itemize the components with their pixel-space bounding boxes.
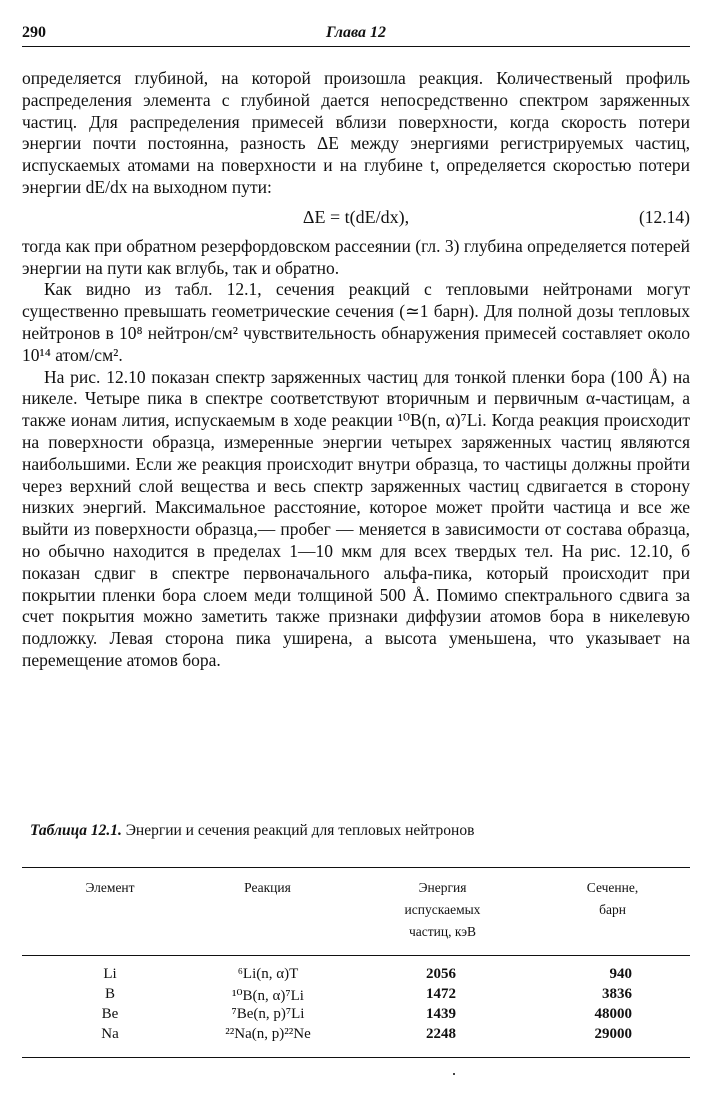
cell-reaction: ¹⁰B(n, α)⁷Li bbox=[232, 988, 304, 1004]
cell-reaction: ⁷Be(n, p)⁷Li bbox=[231, 1006, 305, 1022]
header-section-line2: барн bbox=[599, 902, 626, 917]
header-section bbox=[570, 877, 655, 921]
table-row bbox=[0, 986, 710, 1005]
print-speck bbox=[453, 1073, 455, 1075]
chapter-title: Глава 12 bbox=[325, 24, 387, 41]
cell-section: 48000 bbox=[594, 1006, 632, 1022]
header-reaction: Реакция bbox=[244, 880, 291, 895]
cell-section: 940 bbox=[609, 966, 632, 982]
page-number: 290 bbox=[22, 24, 46, 41]
cell-element: Li bbox=[103, 966, 117, 982]
table-bottom-rule bbox=[22, 1057, 690, 1058]
table-row bbox=[0, 1006, 710, 1025]
paragraph-2: тогда как при обратном резерфордовском рассеянии (гл. 3) глубина определяется потерей энергии на пути как вглубь, так и обратно. bbox=[22, 235, 690, 278]
cell-reaction: ⁶Li(n, α)T bbox=[237, 966, 299, 982]
header-section-line1: Сеченне, bbox=[586, 880, 639, 895]
table-caption-label: Таблица 12.1. bbox=[30, 822, 122, 839]
formula-number: (12.14) bbox=[638, 206, 690, 227]
header-energy-line2: испускаемых bbox=[404, 902, 481, 917]
header-energy bbox=[385, 877, 500, 943]
table-top-rule bbox=[22, 867, 690, 868]
table-row bbox=[0, 1026, 710, 1045]
cell-element: Be bbox=[101, 1006, 119, 1022]
header-energy-line3: частиц, кэВ bbox=[408, 924, 477, 939]
table-row bbox=[0, 966, 710, 985]
page-header bbox=[22, 22, 690, 47]
header-element: Элемент bbox=[85, 880, 135, 895]
paragraph-3: Как видно из табл. 12.1, сечения реакций с тепловыми нейтронами могут существенно превышать геометрические сечения (≃1 барн). Для полной дозы тепловых нейтронов в 10⁸ нейтрон/см² чувствительность обнаружения примесей составляет около 10¹⁴ атом/см². bbox=[22, 279, 690, 365]
cell-section: 3836 bbox=[602, 986, 632, 1002]
cell-element: B bbox=[104, 986, 115, 1002]
formula: ΔE = t(dE/dx), bbox=[302, 206, 410, 227]
cell-section: 29000 bbox=[594, 1026, 632, 1042]
cell-energy: 2248 bbox=[426, 1026, 456, 1042]
cell-energy: 1439 bbox=[426, 1006, 456, 1022]
header-energy-line1: Энергия bbox=[418, 880, 467, 895]
formula-row bbox=[22, 199, 690, 236]
cell-reaction: ²²Na(n, p)²²Ne bbox=[225, 1026, 311, 1042]
body-text bbox=[22, 68, 690, 672]
cell-energy: 2056 bbox=[426, 966, 456, 982]
table-caption bbox=[30, 822, 474, 840]
paragraph-4: На рис. 12.10 показан спектр заряженных частиц для тонкой пленки бора (100 Å) на никеле. Четыре пика в спектре соответствуют вторичным и первичным α-частицам, а также ионам лития, испускаемым в ходе реакции ¹⁰B(n, α)⁷Li. Когда реакция происходит на поверхности образца, измеренные энергии четырех заряженных частиц являются наибольшими. Если же реакция происходит внутри образца, то частицы должны пройти через верхний слой вещества и весь спектр заряженных частиц сдвигается в сторону низких энергий. Максимальное расстояние, которое может пройти частица и все же выйти из поверхности образца,— пробег — меняется в зависимости от состава образца, но обычно находится в пределах 1—10 мкм для всех твердых тел. На рис. 12.10, б показан сдвиг в спектре первоначального альфа-пика, который происходит при покрытии пленки бора слоем меди толщиной 500 Å. Помимо спектрального сдвига за счет покрытия можно заметить также признаки диффузии атомов бора в никелевую подложку. Левая сторона пика уширена, а высота уменьшена, что указывает на перемещение атомов бора. bbox=[22, 366, 690, 670]
cell-element: Na bbox=[101, 1026, 119, 1042]
paragraph-1: определяется глубиной, на которой произошла реакция. Количественый профиль распределения элемента с глубиной дается непосредственно спектром заряженных частиц. Для распределения примесей вблизи поверхности, когда скорость потери энергии почти постоянна, разность ΔE между энергиями регистрируемых частиц, испускаемых атомами на поверхности и на глубине t, определяется скоростью потери энергии dE/dx на выходном пути: bbox=[22, 68, 690, 197]
table-header-rule bbox=[22, 955, 690, 956]
cell-energy: 1472 bbox=[426, 986, 456, 1002]
table-caption-text: Энергии и сечения реакций для тепловых нейтронов bbox=[125, 822, 475, 839]
